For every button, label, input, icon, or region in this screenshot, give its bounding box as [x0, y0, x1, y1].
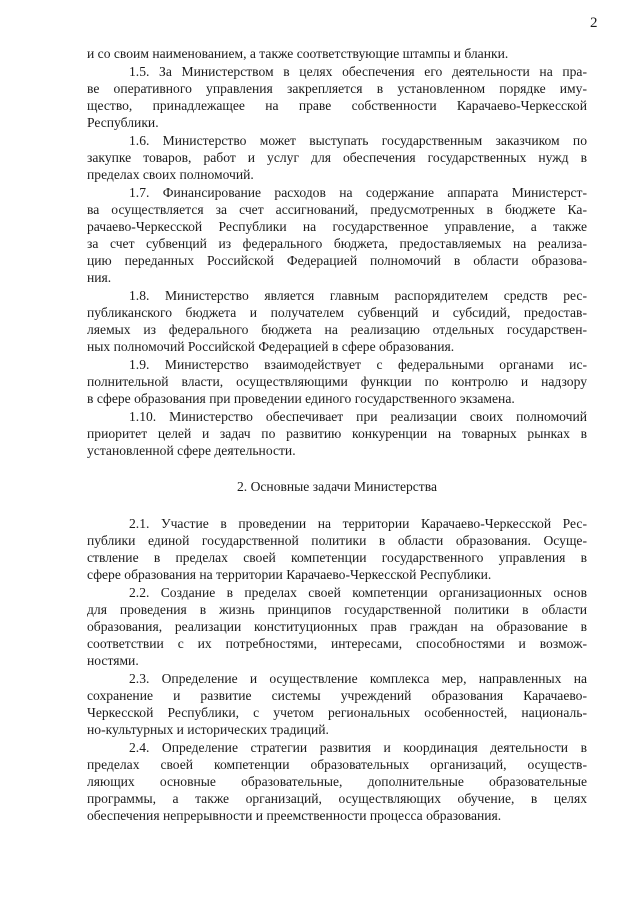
main-tasks-section — [87, 515, 587, 824]
text-line: цию переданных Российской Федерацией полномочий в области образова- — [87, 253, 587, 268]
text-line: 1.9. Министерство взаимодействует с федеральными органами ис- — [129, 357, 587, 372]
text-line: щество, принадлежащее на праве собственности Карачаево-Черкесской — [87, 98, 587, 113]
paragraph — [87, 184, 587, 286]
text-line: но-культурных и исторических традиций. — [87, 722, 329, 737]
text-line: закупке товаров, работ и услуг для обеспечения государственных нужд в — [87, 150, 587, 165]
text-line: и со своим наименованием, а также соответствующие штампы и бланки. — [87, 46, 509, 61]
general-provisions-section — [87, 45, 587, 459]
text-line: в сфере образования при проведении единого государственного экзамена. — [87, 391, 515, 406]
text-line: 1.10. Министерство обеспечивает при реализации своих полномочий — [129, 409, 587, 424]
text-line: обеспечения непрерывности и преемственности процесса образования. — [87, 808, 502, 823]
text-line: установленной сфере деятельности. — [87, 443, 296, 458]
text-line: публиканского бюджета и получателем субвенций и субсидий, предостав- — [87, 305, 587, 320]
section-heading: 2. Основные задачи Министерства — [236, 479, 438, 494]
text-line: ных полномочий Российской Федерацией в сфере образования. — [87, 339, 455, 354]
paragraph — [87, 45, 587, 62]
paragraph — [87, 739, 587, 824]
text-line: пределах своей компетенции образовательных организаций, осуществ- — [87, 757, 587, 772]
text-line: 2.3. Определение и осуществление комплекса мер, направленных на — [129, 671, 587, 686]
text-line: за счет субвенций из федерального бюджета, предоставляемых на реализа- — [87, 236, 587, 251]
text-line: сохранение и развитие системы учреждений образования Карачаево- — [87, 688, 587, 703]
paragraph — [87, 356, 587, 407]
text-line: ляемых из федерального бюджета на реализацию отдельных государствен- — [87, 322, 587, 337]
document-body — [87, 45, 587, 825]
text-line: 1.6. Министерство может выступать государственным заказчиком по — [129, 133, 587, 148]
text-line: 2.1. Участие в проведении на территории Карачаево-Черкесской Рес- — [129, 516, 587, 531]
paragraph — [87, 287, 587, 355]
text-line: ляющих основные образовательные, дополнительные образовательные — [87, 774, 587, 789]
paragraph — [87, 63, 587, 131]
text-line: ва осуществляется за счет ассигнований, предусмотренных в бюджете Ка- — [87, 202, 587, 217]
text-line: публики единой государственной политики в области образования. Осуще- — [87, 533, 587, 548]
text-line: пределах своих полномочий. — [87, 167, 254, 182]
text-line: ствление в пределах своей компетенции государственного управления в — [87, 550, 587, 565]
text-line: для проведения в жизнь принципов государственной политики в области — [87, 602, 587, 617]
text-line: ния. — [87, 270, 112, 285]
text-line: соответствии с их потребностями, интересами, способностями и возмож- — [87, 636, 587, 651]
text-line: 1.7. Финансирование расходов на содержание аппарата Министерст- — [129, 185, 587, 200]
text-line: 2.2. Создание в пределах своей компетенции организационных основ — [129, 585, 587, 600]
paragraph — [87, 408, 587, 459]
text-line: 1.8. Министерство является главным распорядителем средств рес- — [129, 288, 587, 303]
text-line: образования, реализации конституционных прав граждан на образование в — [87, 619, 587, 634]
paragraph — [87, 132, 587, 183]
text-line: полнительной власти, осуществляющими функции по контролю и надзору — [87, 374, 587, 389]
page-number: 2 — [590, 15, 598, 31]
text-line: ве оперативного управления закрепляется в установленном порядке иму- — [87, 81, 587, 96]
text-line: рачаево-Черкесской Республики на государственное управление, а также — [87, 219, 587, 234]
text-line: 1.5. За Министерством в целях обеспечения его деятельности на пра- — [129, 64, 587, 79]
text-line: Республики. — [87, 115, 159, 130]
text-line: сфере образования на территории Карачаево-Черкесской Республики. — [87, 567, 492, 582]
text-line: Черкесской Республики, с учетом региональных особенностей, националь- — [87, 705, 587, 720]
text-line: ностями. — [87, 653, 139, 668]
text-line: 2.4. Определение стратегии развития и координация деятельности в — [129, 740, 587, 755]
paragraph — [87, 670, 587, 738]
paragraph — [87, 515, 587, 583]
paragraph — [87, 584, 587, 669]
text-line: программы, а также организаций, осуществляющих обучение, в целях — [87, 791, 587, 806]
text-line: приоритет целей и задач по развитию конкуренции на товарных рынках в — [87, 426, 587, 441]
